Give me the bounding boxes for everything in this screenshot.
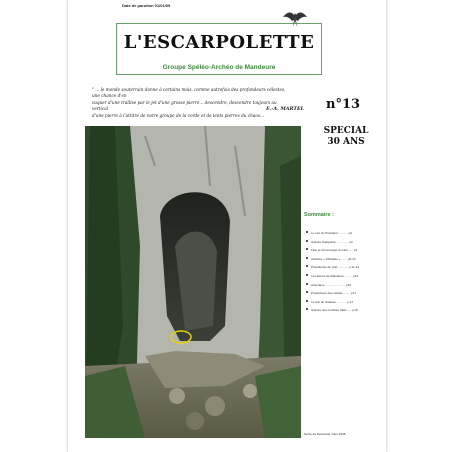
summary-item-text: Le mot du Président ........... p2 bbox=[311, 231, 353, 235]
summary-item-text: Histoire Galopante .............. p3 bbox=[311, 239, 353, 244]
summary-list bbox=[306, 231, 359, 317]
bullet-icon bbox=[306, 240, 308, 242]
summary-item bbox=[306, 274, 359, 283]
bullet-icon bbox=[306, 300, 308, 302]
summary-item bbox=[306, 240, 359, 249]
photo-caption: Sortie de Pentecôte mars 2008 bbox=[304, 432, 346, 436]
bullet-icon bbox=[306, 308, 308, 310]
summary-item bbox=[306, 248, 359, 257]
title-box bbox=[116, 23, 322, 63]
bullet-icon bbox=[306, 265, 308, 267]
summary-item-text: Activités « officielles » ....... p5-10 bbox=[311, 256, 356, 261]
cave-entrance-photo bbox=[85, 126, 301, 438]
summary-item bbox=[306, 308, 359, 317]
subtitle-box bbox=[116, 61, 322, 75]
magazine-cover-page bbox=[68, 0, 386, 452]
summary-item bbox=[306, 283, 359, 292]
summary-item-text: Le test du château ............ p.17 bbox=[311, 299, 354, 304]
special-line: 30 ANS bbox=[327, 137, 365, 147]
summary-item bbox=[306, 265, 359, 274]
bullet-icon bbox=[306, 274, 308, 276]
issue-date: Date de parution 01/01/09 bbox=[122, 3, 171, 8]
bullet-icon bbox=[306, 291, 308, 293]
bullet-icon bbox=[306, 231, 308, 233]
special-line: SPECIAL bbox=[323, 126, 369, 136]
summary-item-text: Histoire des combats clités ..... p18 bbox=[311, 308, 358, 313]
bullet-icon bbox=[306, 257, 308, 259]
summary-item-text: Fête et Chronologie du club ..... p4 bbox=[311, 248, 358, 253]
summary-item-text: Présidentes du club ............ p.11-13 bbox=[311, 265, 359, 270]
quote-author: E.-A. MARTEL bbox=[266, 106, 304, 112]
quote-line: d'une pierre à l'attitre de notre groupe de la corde et de lents pierres du chaos... bbox=[92, 112, 264, 118]
bullet-icon bbox=[306, 248, 308, 250]
summary-title: Sommaire : bbox=[304, 212, 334, 218]
summary-item-text: Historique ........................ p16 bbox=[311, 282, 352, 287]
issue-number: n°13 bbox=[326, 97, 361, 112]
quote-line: " ... le monde souterrain donne à certains mois, comme autrefois des profondeurs célestes, une chance d'en bbox=[92, 87, 286, 99]
magazine-subtitle: Groupe Spéléo-Archéo de Mandeure bbox=[162, 64, 276, 71]
summary-item bbox=[306, 300, 359, 309]
epigraph-quote bbox=[92, 87, 304, 119]
summary-item bbox=[306, 231, 359, 240]
summary-item-text: Productions des cavités ........ p17 bbox=[311, 291, 357, 296]
summary-item-text: Les élèves de Mandeure ......... p14 bbox=[311, 273, 359, 278]
magazine-title: L'ESCARPOLETTE bbox=[123, 32, 315, 53]
quote-line: vaquer d'une traîtise par le jet d'une grosse pierre... descendre, descendre toujours au vertical bbox=[92, 99, 277, 112]
summary-item bbox=[306, 291, 359, 300]
bullet-icon bbox=[306, 283, 308, 285]
summary-item bbox=[306, 257, 359, 266]
special-label bbox=[316, 126, 376, 148]
bat-logo-icon bbox=[282, 8, 308, 28]
